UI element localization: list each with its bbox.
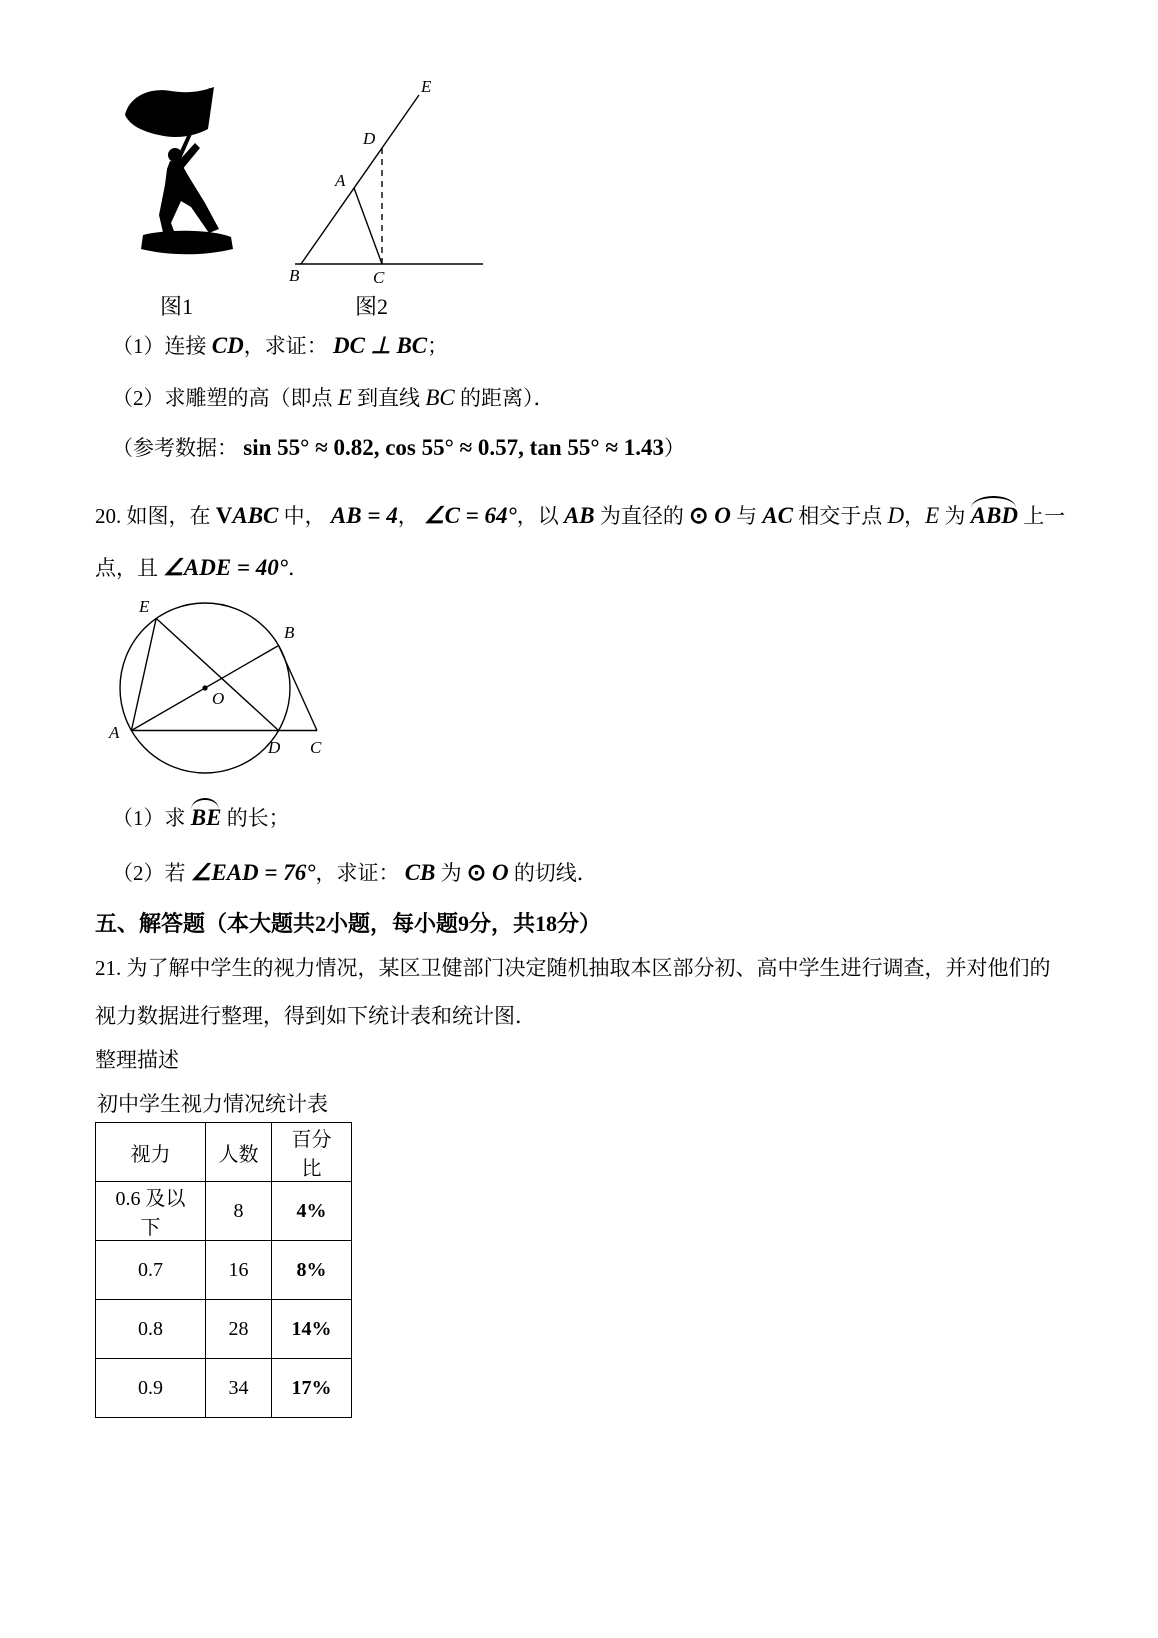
statue-base	[141, 231, 233, 255]
q20-part2-line	[112, 857, 598, 889]
text-run: BC	[425, 385, 455, 410]
point-label-O: O	[212, 689, 225, 708]
text-run: 到直线	[351, 386, 426, 410]
point-label-C: C	[310, 738, 322, 757]
table-header-row	[96, 1123, 352, 1182]
text-run: ∠ADE = 40°	[163, 555, 288, 580]
figure1-caption: 图1	[160, 294, 194, 319]
text-run: AC	[762, 503, 793, 528]
cell-count: 28	[206, 1300, 272, 1359]
cell-percent: 4%	[272, 1182, 352, 1241]
text-run: D	[887, 503, 905, 528]
person-figure	[159, 161, 219, 241]
cell-vision: 0.7	[96, 1241, 206, 1300]
text-run: DC ⊥ BC	[332, 333, 428, 358]
text-run: CB	[404, 860, 436, 885]
text-run: 20. 如图，在	[95, 504, 216, 528]
cell-percent: 17%	[272, 1359, 352, 1418]
point-label-B: B	[289, 266, 300, 285]
text-run: ，	[904, 504, 926, 528]
cell-vision: 0.6 及以下	[96, 1182, 206, 1241]
statue-figure	[115, 85, 265, 285]
point-label-C: C	[373, 268, 385, 287]
triangle-figure	[287, 78, 487, 293]
text-run: 上一	[1017, 504, 1066, 528]
text-run: BE	[191, 802, 222, 834]
cell-count: 34	[206, 1359, 272, 1418]
text-run: AB = 4	[330, 503, 398, 528]
text-run: 中，	[278, 504, 331, 528]
q20-statement-line1	[95, 500, 1065, 532]
chord-ED	[156, 618, 278, 730]
text-run: CD	[211, 333, 244, 358]
text-run: ；	[427, 334, 449, 358]
cell-vision: 0.8	[96, 1300, 206, 1359]
text-run: ABD	[971, 500, 1018, 532]
text-run: sin 55° ≈ 0.82, cos 55° ≈ 0.57, tan 55° ≈ 1.43	[243, 435, 664, 460]
header-count: 人数	[206, 1123, 272, 1182]
section5-heading: 五、解答题（本大题共2小题，每小题9分，共18分）	[95, 911, 602, 936]
text-run: O	[491, 860, 509, 885]
point-label-A: A	[109, 723, 120, 742]
vision-stats-table	[95, 1122, 352, 1418]
table-row	[96, 1182, 352, 1241]
text-run: 与	[730, 504, 763, 528]
segment-AC	[354, 188, 382, 264]
q19-part2-line	[112, 382, 554, 414]
text-run: ，求证：	[243, 334, 333, 358]
table-title: 初中学生视力情况统计表	[97, 1092, 328, 1116]
table-row	[96, 1300, 352, 1359]
text-run: AB	[563, 503, 595, 528]
cell-vision: 0.9	[96, 1359, 206, 1418]
text-run: （2）求雕塑的高（即点	[112, 386, 338, 410]
text-run: ，求证：	[315, 861, 405, 885]
figure2-caption: 图2	[355, 294, 389, 319]
text-run: 相交于点	[793, 504, 888, 528]
cell-count: 8	[206, 1182, 272, 1241]
cell-percent: 14%	[272, 1300, 352, 1359]
text-run: 点，且	[95, 556, 164, 580]
organize-describe-label: 整理描述	[95, 1048, 179, 1072]
q21-statement-line2: 视力数据进行整理，得到如下统计表和统计图．	[95, 1004, 536, 1028]
text-run: ⊙	[689, 503, 715, 528]
text-run: （参考数据：	[112, 436, 244, 460]
text-run: ABC	[232, 503, 279, 528]
q20-part1-line	[112, 802, 290, 834]
cell-percent: 8%	[272, 1241, 352, 1300]
text-run: O	[714, 503, 731, 528]
table-row	[96, 1241, 352, 1300]
text-run: E	[337, 385, 352, 410]
text-run: 的长；	[221, 806, 290, 830]
text-run: 为直径的	[594, 504, 690, 528]
q19-part1-line	[112, 330, 448, 362]
circle-figure	[55, 580, 375, 795]
point-label-B: B	[284, 623, 295, 642]
q19-reference-data-line	[112, 432, 685, 464]
table-row	[96, 1359, 352, 1418]
point-label-E: E	[421, 78, 432, 96]
text-run: 的距离）．	[454, 386, 555, 410]
center-dot	[202, 685, 207, 690]
text-run: 为	[939, 504, 971, 528]
text-run: ）	[663, 436, 685, 460]
text-run: ⊙	[466, 860, 492, 885]
text-run: ，	[397, 504, 424, 528]
text-run: 的切线．	[508, 861, 598, 885]
point-label-A: A	[335, 171, 346, 190]
text-run: （1）求	[112, 806, 191, 830]
chord-EA	[131, 618, 156, 730]
point-label-D: D	[363, 129, 376, 148]
text-run: ．	[287, 556, 309, 580]
ray-BE	[301, 95, 419, 264]
cell-count: 16	[206, 1241, 272, 1300]
text-run: V	[215, 503, 233, 528]
point-label-E: E	[139, 597, 150, 616]
text-run: E	[925, 503, 940, 528]
text-run: ∠EAD = 76°	[190, 860, 316, 885]
text-run: 为	[435, 861, 467, 885]
point-label-D: D	[268, 738, 281, 757]
header-percent: 百分比	[272, 1123, 352, 1182]
text-run: ，以	[516, 504, 564, 528]
text-run: （2）若	[112, 861, 191, 885]
text-run: ∠C = 64°	[423, 503, 517, 528]
text-run: （1）连接	[112, 334, 212, 358]
q21-statement-line1: 21. 为了解中学生的视力情况，某区卫健部门决定随机抽取本区部分初、高中学生进行调查，并对他们的	[95, 956, 1051, 980]
header-vision: 视力	[96, 1123, 206, 1182]
